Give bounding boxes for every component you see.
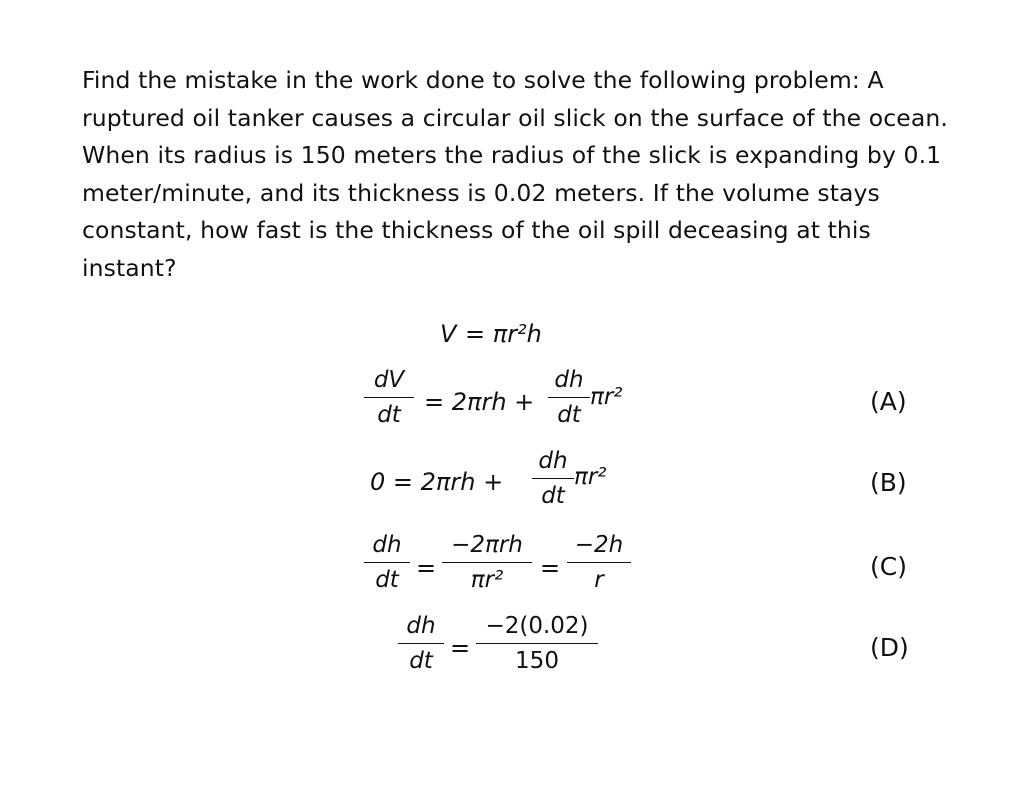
step-c-middle-fraction bbox=[442, 534, 532, 592]
step-b-derivative bbox=[532, 450, 574, 508]
step-a-middle: = 2πrh + bbox=[424, 388, 535, 416]
step-b-label: (B) bbox=[870, 468, 907, 497]
step-a-lhs-denominator: dt bbox=[364, 397, 414, 427]
step-d-label: (D) bbox=[870, 633, 909, 662]
step-b-tail: πr² bbox=[574, 464, 607, 490]
step-d-lhs-fraction bbox=[398, 615, 444, 673]
step-d-equals: = bbox=[450, 634, 471, 662]
step-d-rhs-denominator: 150 bbox=[476, 643, 598, 673]
volume-rhs: = πr²h bbox=[465, 320, 542, 348]
step-d-rhs-fraction bbox=[476, 615, 598, 673]
problem-statement: Find the mistake in the work done to solve the following problem: A ruptured oil tanker causes a circular oil slick on the surface of the ocean. When its radius is 150 meters the radius of the slick is expanding by 0.1 meter/minute, and its thickness is 0.02 meters. If the volume stays constant, how fast is the thickness of the oil spill deceasing at this instant? bbox=[82, 66, 948, 282]
step-b-derivative-denominator: dt bbox=[532, 478, 574, 508]
step-b-derivative-numerator: dh bbox=[538, 448, 568, 474]
step-a-derivative-denominator: dt bbox=[548, 397, 590, 427]
step-d-lhs-denominator: dt bbox=[398, 643, 444, 673]
step-a-lhs-fraction bbox=[364, 369, 414, 427]
step-c-label: (C) bbox=[870, 552, 907, 581]
step-c-rhs-numerator: −2h bbox=[574, 532, 624, 558]
step-c-lhs-fraction bbox=[364, 534, 410, 592]
step-b-lhs: 0 = 2πrh + bbox=[370, 468, 504, 496]
step-c-equals-1: = bbox=[416, 554, 437, 582]
step-a-derivative-numerator: dh bbox=[554, 367, 584, 393]
step-a-lhs-numerator: dV bbox=[373, 367, 405, 393]
step-c-rhs-fraction bbox=[567, 534, 631, 592]
step-d-lhs-numerator: dh bbox=[406, 613, 436, 639]
step-c-rhs-denominator: r bbox=[567, 562, 631, 592]
step-a-derivative bbox=[548, 369, 590, 427]
step-d-rhs-numerator: −2(0.02) bbox=[485, 613, 589, 639]
step-c-middle-denominator: πr² bbox=[442, 562, 532, 592]
step-c-equals-2: = bbox=[540, 554, 561, 582]
step-c-lhs-denominator: dt bbox=[364, 562, 410, 592]
step-c-lhs-numerator: dh bbox=[372, 532, 402, 558]
step-a-tail: πr² bbox=[590, 384, 623, 410]
volume-lhs: V bbox=[440, 320, 457, 348]
step-c-middle-numerator: −2πrh bbox=[451, 532, 523, 558]
step-a-label: (A) bbox=[870, 387, 907, 416]
